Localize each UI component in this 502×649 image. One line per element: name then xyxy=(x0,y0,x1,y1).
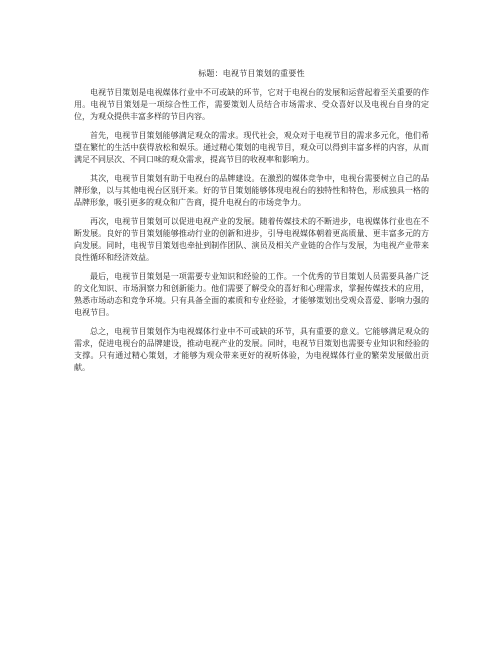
document-body xyxy=(74,68,429,381)
paragraph-third-point: 再次，电视节目策划可以促进电视产业的发展。随着传媒技术的不断进步，电视媒体行业也在不断发展。良好的节目策划能够推动行业的创新和进步，引导电视媒体朝着更高质量、更丰富多元的方向发展。同时，电视节目策划也牵扯到制作团队、演员及相关产业链的合作与发展，为电视产业带来良性循环和经济效益。 xyxy=(74,217,429,262)
paragraph-fourth-point: 最后，电视节目策划是一项需要专业知识和经验的工作。一个优秀的节目策划人员需要具备广泛的文化知识、市场洞察力和创新能力。他们需要了解受众的喜好和心理需求，掌握传媒技术的应用，熟悉市场动态和竞争环境。只有具备全面的素质和专业经验，才能够策划出受观众喜爱、影响力强的电视节目。 xyxy=(74,272,429,317)
paragraph-second-point: 其次，电视节目策划有助于电视台的品牌建设。在激烈的媒体竞争中，电视台需要树立自己的品牌形象，以与其他电视台区别开来。好的节目策划能够体现电视台的独特性和特色，形成独具一格的品牌形象，吸引更多的观众和广告商，提升电视台的市场竞争力。 xyxy=(74,174,429,207)
document-title: 标题：电视节目策划的重要性 xyxy=(198,69,305,78)
paragraph-conclusion: 总之，电视节目策划作为电视媒体行业中不可或缺的环节，具有重要的意义。它能够满足观众的需求，促进电视台的品牌建设，推动电视产业的发展。同时，电视节目策划也需要专业知识和经验的支撑。只有通过精心策划，才能够为观众带来更好的视听体验，为电视媒体行业的繁荣发展做出贡献。 xyxy=(74,327,429,372)
paragraph-intro: 电视节目策划是电视媒体行业中不可或缺的环节，它对于电视台的发展和运营起着至关重要的作用。电视节目策划是一项综合性工作，需要策划人员结合市场需求、受众喜好以及电视台自身的定位，为观众提供丰富多样的节目内容。 xyxy=(74,88,429,121)
paragraph-first-point: 首先，电视节目策划能够满足观众的需求。现代社会，观众对于电视节目的需求多元化，他们希望在繁忙的生活中获得放松和娱乐。通过精心策划的电视节目，观众可以得到丰富多样的内容，从而满足不同层次、不同口味的观众需求，提高节目的收视率和影响力。 xyxy=(74,131,429,164)
